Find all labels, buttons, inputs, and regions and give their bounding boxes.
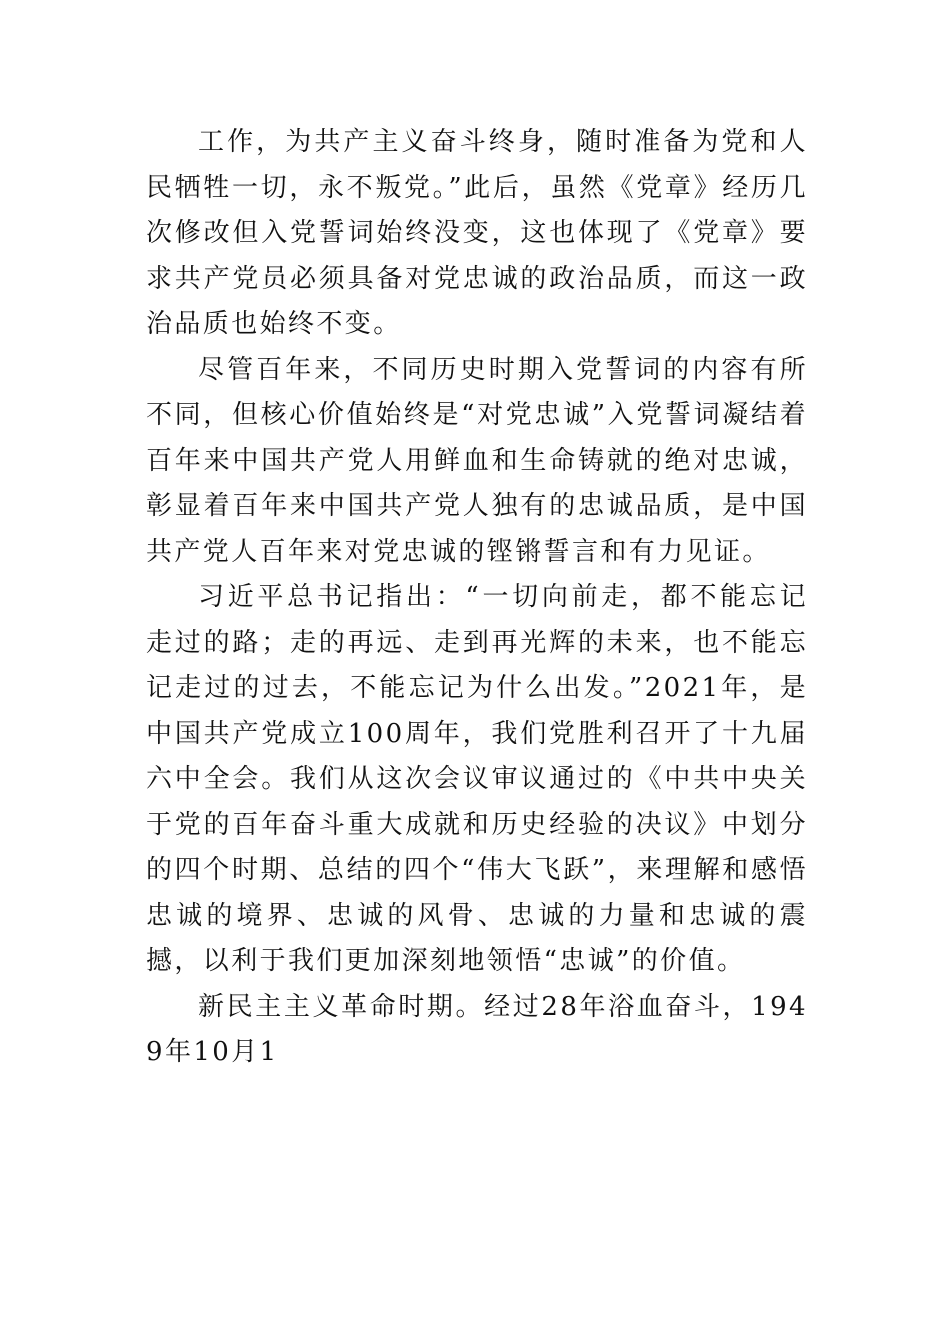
body-text [146, 120, 808, 1076]
paragraph-2: 尽管百年来，不同历史时期入党誓词的内容有所不同，但核心价值始终是“对党忠诚”入党誓词凝结着百年来中国共产党人用鲜血和生命铸就的绝对忠诚，彰显着百年来中国共产党人独有的忠诚品质，是中国共产党人百年来对党忠诚的铿锵誓言和有力见证。 [146, 354, 808, 567]
paragraph-4: 新民主主义革命时期。经过28年浴血奋斗，1949年10月1 [146, 991, 808, 1067]
paragraph-3: 习近平总书记指出：“一切向前走，都不能忘记走过的路；走的再远、走到再光辉的未来，也不能忘记走过的过去，不能忘记为什么出发。”2021年，是中国共产党成立100周年，我们党胜利召开了十九届六中全会。我们从这次会议审议通过的《中共中央关于党的百年奋斗重大成就和历史经验的决议》中划分的四个时期、总结的四个“伟大飞跃”，来理解和感悟忠诚的境界、忠诚的风骨、忠诚的力量和忠诚的震撼，以利于我们更加深刻地领悟“忠诚”的价值。 [146, 582, 808, 976]
paragraph-1: 工作，为共产主义奋斗终身，随时准备为党和人民牺牲一切，永不叛党。”此后，虽然《党章》经历几次修改但入党誓词始终没变，这也体现了《党章》要求共产党员必须具备对党忠诚的政治品质，而这一政治品质也始终不变。 [146, 127, 808, 339]
